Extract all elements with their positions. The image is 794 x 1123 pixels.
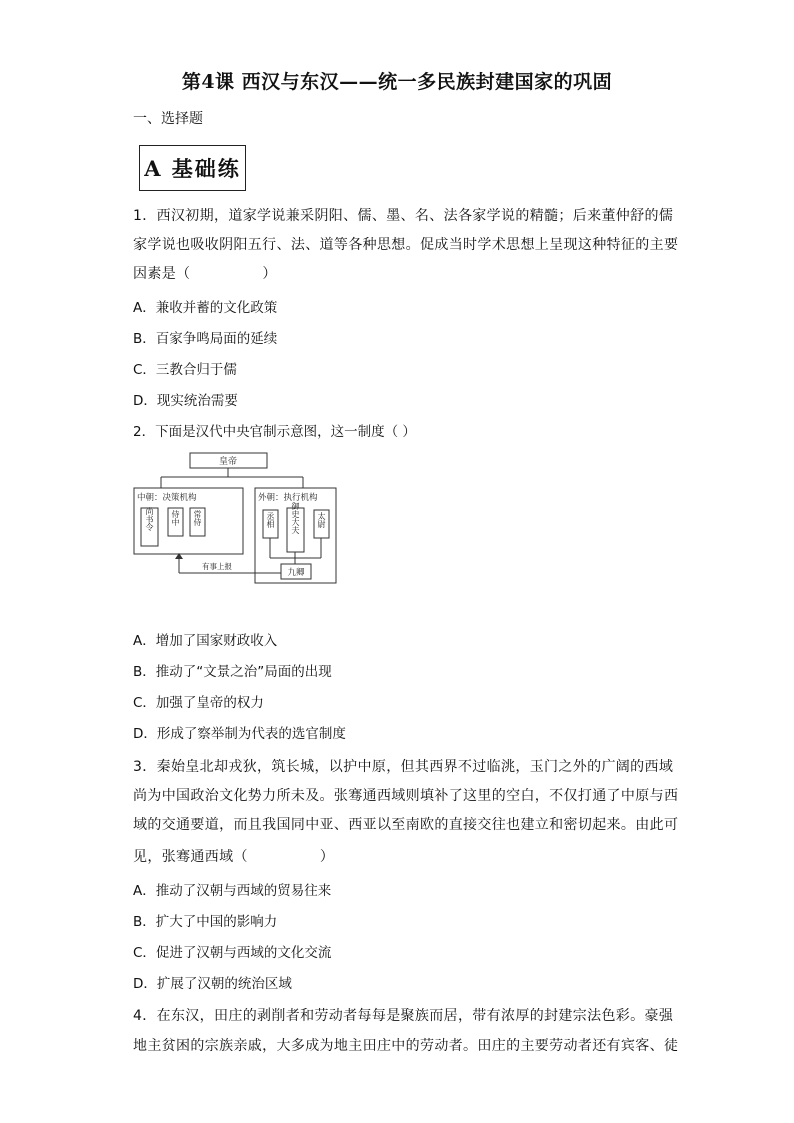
outer-official: 丞相 <box>266 512 275 528</box>
q3-option-a: A．推动了汉朝与西域的贸易往来 <box>133 883 332 899</box>
paren-close: ） <box>319 849 335 865</box>
q4-line: 4．在东汉，田庄的剥削者和劳动者每每是聚族而居，带有浓厚的封建宗法色彩。豪强 <box>133 1008 674 1024</box>
q2-option-c: C．加强了皇帝的权力 <box>133 695 264 711</box>
paren-close: ） <box>262 266 277 282</box>
inner-official: 常侍 <box>193 510 202 526</box>
q2-option-d: D．形成了察举制为代表的选官制度 <box>133 726 346 742</box>
han-official-system-diagram <box>133 452 337 584</box>
q2-option-b: B．推动了“文景之治”局面的出现 <box>133 664 332 680</box>
q2-option-a: A．增加了国家财政收入 <box>133 633 278 649</box>
q1-line: 家学说也吸收阴阳五行、法、道等各种思想。促成当时学术思想上呈现这种特征的主要 <box>133 237 679 253</box>
q3-line: 域的交通要道，而且我国同中亚、西亚以至南欧的直接交往也建立和密切起来。由此可 <box>133 817 679 833</box>
q1-option-a: A．兼收并蓄的文化政策 <box>133 300 278 316</box>
inner-official: 侍中 <box>171 510 180 526</box>
inner-official: 尚书令 <box>145 507 154 531</box>
q1-line: 因素是（ <box>133 266 191 282</box>
outer-official: 太尉 <box>317 512 326 528</box>
q1-option-d: D．现实统治需要 <box>133 393 238 409</box>
q3-option-d: D．扩展了汉朝的统治区域 <box>133 976 292 992</box>
q3-line: 3．秦始皇北却戎狄，筑长城，以护中原，但其西界不过临洮，玉门之外的广阔的西域 <box>133 759 674 775</box>
q3-line-with-blank <box>133 846 673 866</box>
inner-court-label: 中朝：决策机构 <box>137 493 197 503</box>
level-badge: A 基础练 <box>139 145 246 191</box>
q1-option-c: C．三教合归于儒 <box>133 362 237 378</box>
q3-line: 见，张骞通西域（ <box>133 849 248 865</box>
outer-official: 御史大夫 <box>291 502 300 534</box>
q2-stem: 2．下面是汉代中央官制示意图，这一制度（ ） <box>133 424 416 440</box>
nine-ministers-label: 九卿 <box>287 568 305 578</box>
q3-line: 尚为中国政治文化势力所未及。张骞通西域则填补了这里的空白，不仅打通了中原与西 <box>133 788 679 804</box>
q1-line: 1．西汉初期，道家学说兼采阴阳、儒、墨、名、法各家学说的精髓；后来董仲舒的儒 <box>133 208 674 224</box>
q1-line-with-blank <box>133 263 673 283</box>
q3-option-c: C．促进了汉朝与西域的文化交流 <box>133 945 332 961</box>
report-label: 有事上报 <box>202 562 232 571</box>
section-heading: 一、选择题 <box>133 111 203 127</box>
q4-line: 地主贫困的宗族亲戚，大多成为地主田庄中的劳动者。田庄的主要劳动者还有宾客、徒 <box>133 1038 679 1054</box>
emperor-label: 皇帝 <box>218 457 238 467</box>
outer-court-label: 外朝：执行机构 <box>258 493 318 503</box>
q3-option-b: B．扩大了中国的影响力 <box>133 914 278 930</box>
page-title: 第4课 西汉与东汉——统一多民族封建国家的巩固 <box>181 71 613 93</box>
q1-option-b: B．百家争鸣局面的延续 <box>133 331 278 347</box>
